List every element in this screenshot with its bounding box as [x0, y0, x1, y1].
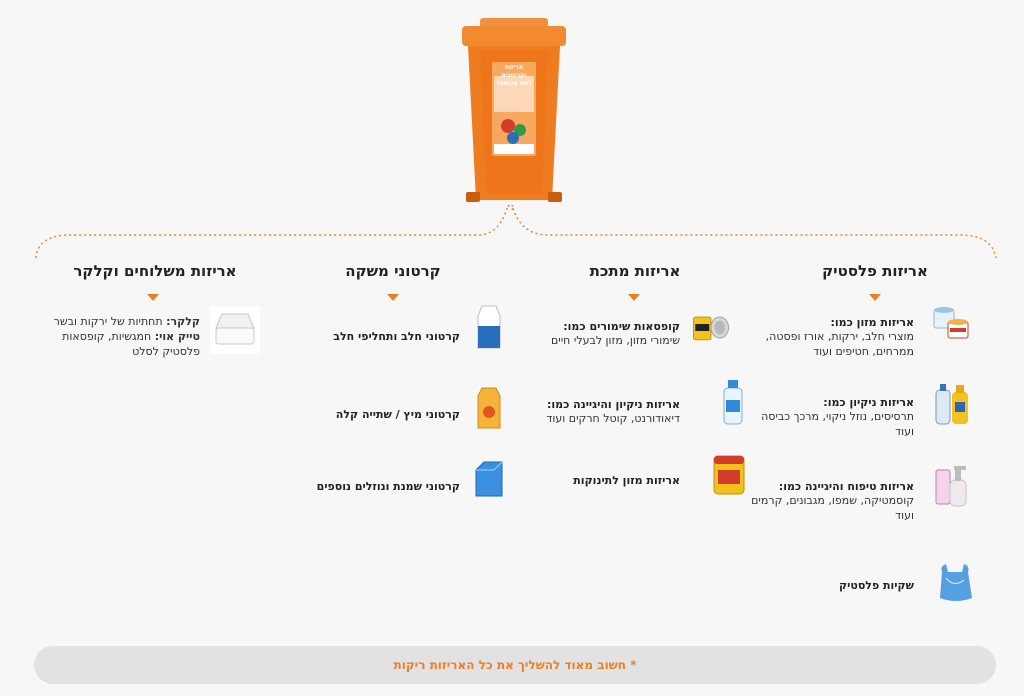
orange-recycling-bin [458, 14, 570, 204]
important-notice-bar [34, 646, 996, 684]
cream-carton-icon [468, 456, 510, 508]
spray-can-icon [712, 378, 754, 430]
plastic-item-food [750, 316, 914, 359]
metal-item-cans [520, 320, 680, 348]
plastic-cosmetics-head: אריזות טיפוח והיגיינה כמו: [778, 480, 914, 493]
metal-cans-head: קופסאות שימורים כמו: [563, 320, 680, 333]
cartons-item-juice [270, 408, 460, 421]
milk-carton-icon [468, 302, 510, 354]
cosmetics-icon [930, 462, 972, 514]
juice-carton-icon [468, 384, 510, 436]
metal-item-baby [520, 474, 680, 487]
metal-spray-sub: דיאודורנט, קוטל חרקים ועוד [546, 412, 680, 425]
cartons-column-title: קרטוני משקה [345, 262, 441, 280]
plastic-bags-head: שקיות פלסטיק [839, 579, 914, 592]
metal-item-spray [520, 398, 680, 426]
plastic-column-title: אריזות פלסטיק [822, 262, 928, 280]
metal-column-title: אריזות מתכת [589, 262, 681, 280]
delivery-line1-bold: קלקר: [166, 315, 200, 328]
plastic-item-cleaning [750, 396, 914, 439]
plastic-bag-icon [934, 558, 976, 610]
plastic-cleaning-sub: תרסיסים, נוזל ניקוי, מרכך כביסה ועוד [761, 410, 914, 438]
delivery-line2-rest: חמגשיות, קופסאות [62, 330, 155, 343]
metal-baby-head: אריזות מזון לתינוקות [573, 474, 680, 487]
bin-label-line2: למה הכתום? [496, 80, 532, 87]
cartons-juice-head: קרטוני מיץ / שתייה קלה [335, 408, 460, 421]
cleaning-bottles-icon [930, 380, 972, 432]
delivery-line1-rest: תחתיות של ירקות ובשר [53, 315, 167, 328]
metal-arrow-icon [628, 294, 640, 301]
cartons-item-milk [270, 330, 460, 343]
plastic-item-bags [750, 579, 914, 592]
delivery-line3: פלסטיק לסלט [132, 345, 200, 358]
baby-formula-can-icon [708, 450, 750, 502]
delivery-line2-bold: טייק אוי: [154, 330, 200, 343]
plastic-food-sub: מוצרי חלב, ירקות, אורז ופסטה, ממרחים, חטיפים ועוד [765, 330, 914, 358]
foam-container-icon [208, 302, 262, 360]
delivery-column-title: אריזות משלוחים וקלקר [73, 262, 237, 280]
recycling-bin-icon [458, 14, 570, 204]
metal-cans-sub: שימורי מזון, מזון לבעלי חיים [550, 334, 680, 347]
plastic-food-head: אריזות מזון כמו: [830, 316, 914, 329]
cartons-item-cream [270, 480, 460, 493]
plastic-item-cosmetics [750, 480, 914, 523]
food-containers-icon [930, 300, 972, 352]
metal-spray-head: אריזות ניקיון והיגיינה כמו: [546, 398, 680, 411]
cartons-arrow-icon [387, 294, 399, 301]
plastic-cosmetics-sub: קוסמטיקה, שמפו, מגבונים, קרמים ועוד [751, 494, 914, 522]
delivery-arrow-icon [147, 294, 159, 301]
plastic-arrow-icon [869, 294, 881, 301]
cans-icon [690, 300, 732, 352]
cartons-milk-head: קרטוני חלב ותחליפי חלב [333, 330, 460, 343]
cartons-cream-head: קרטוני שמנת ונוזלים נוספים [316, 480, 460, 493]
important-notice-text: * חשוב מאוד להשליך את כל האריזות ריקות [393, 658, 637, 672]
bin-label-line1: אריזות וקרטונים [501, 64, 527, 79]
delivery-item-text [34, 314, 200, 359]
plastic-cleaning-head: אריזות ניקיון כמו: [823, 396, 914, 409]
